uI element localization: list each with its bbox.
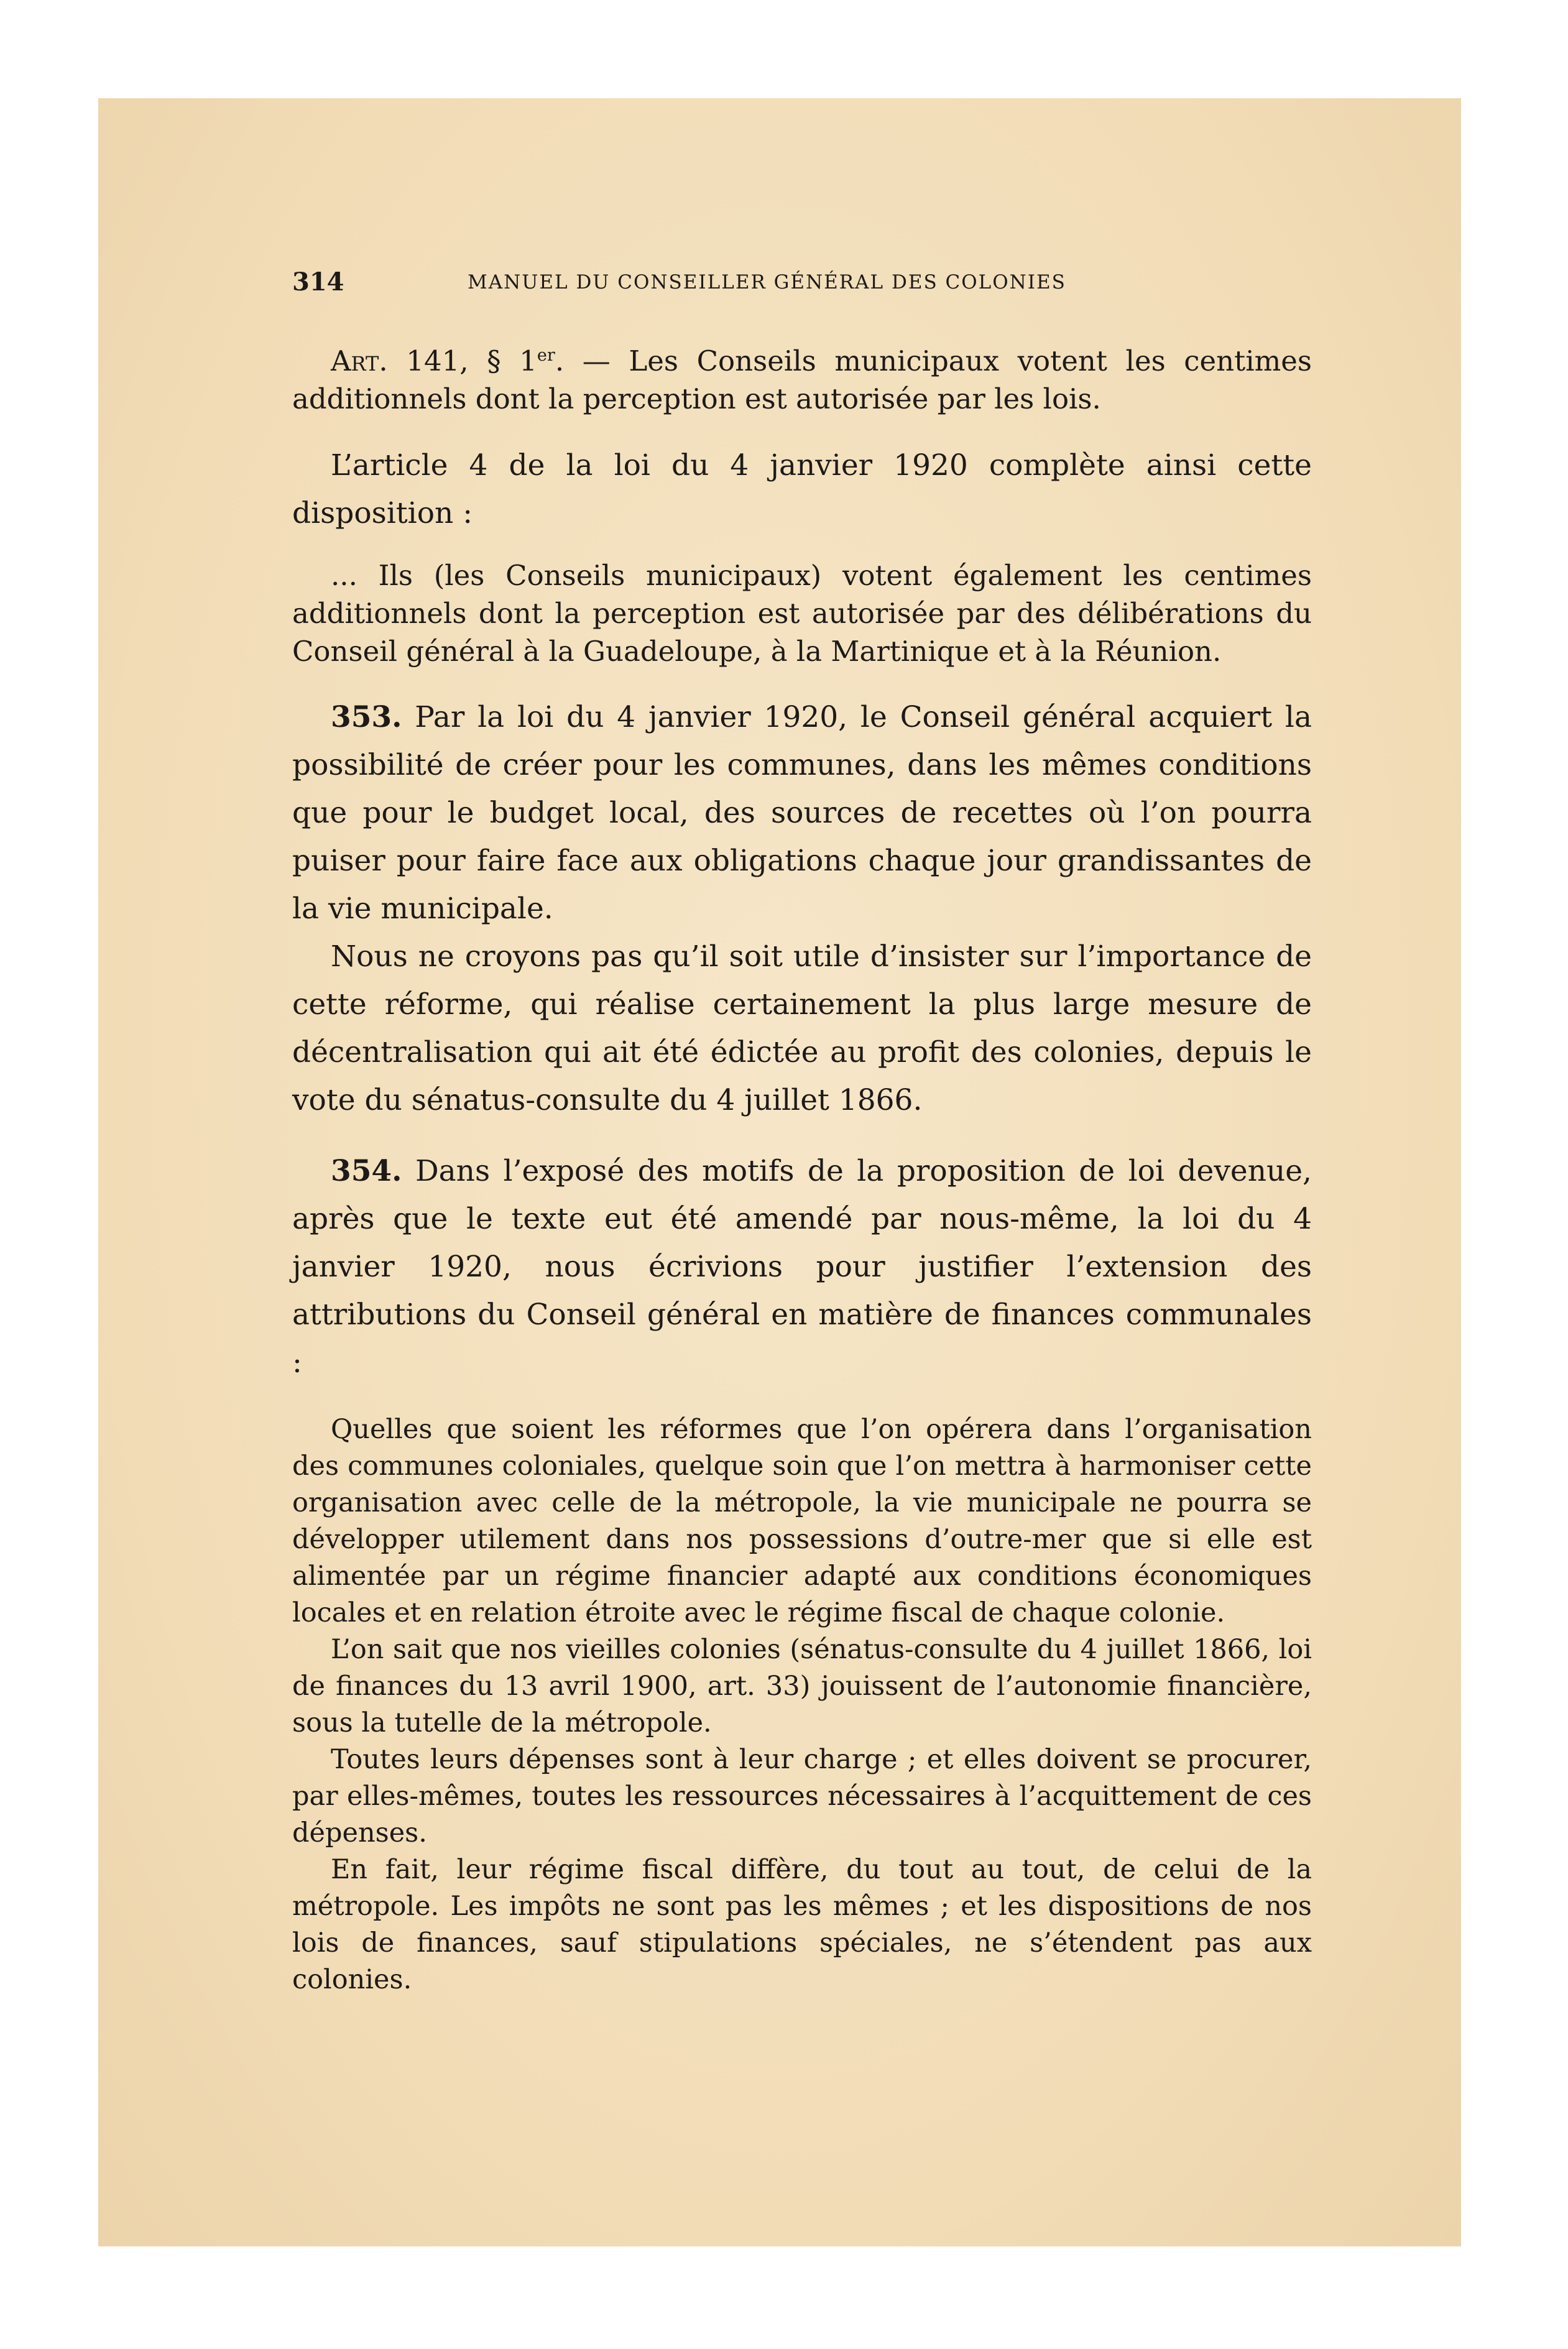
section-354-number: 354. — [331, 1154, 402, 1188]
section-354-p1 — [292, 1147, 1312, 1387]
article-4-intro — [292, 441, 1312, 537]
article-4-paragraph: L’article 4 de la loi du 4 janvier 1920 complète ainsi cette disposition : — [292, 448, 1312, 530]
running-title: MANUEL DU CONSEILLER GÉNÉRAL DES COLONIES — [468, 271, 1066, 293]
quoted-memorandum — [292, 1411, 1312, 1998]
page-header — [292, 267, 1312, 298]
section-354-p1-text: Dans l’exposé des motifs de la proposition de loi devenue, après que le texte eut été amendé par nous-même, la loi du 4 janvier 1920, nous écrivions pour justifier l’extension des attributions du Conseil général en matière de finances communales : — [292, 1154, 1312, 1380]
quote-paragraph-1: Quelles que soient les réformes que l’on opérera dans l’organisation des communes coloniales, quelque soin que l’on mettra à harmoniser cette organisation avec celle de la métropole, la vie municipale ne pourra se développer utilement dans nos possessions d’outre-mer que si elle est alimentée par un régime financier adapté aux conditions économiques locales et en relation étroite avec le régime fiscal de chaque colonie. — [292, 1414, 1312, 1628]
section-353-p1-text: Par la loi du 4 janvier 1920, le Conseil général acquiert la possibilité de créer pour les communes, dans les mêmes conditions que pour le budget local, des sources de recettes où l’on pourra puiser pour faire face aux obligations chaque jour grandissantes de la vie municipale. — [292, 700, 1312, 926]
article-141-sup: er — [537, 346, 555, 365]
quote-paragraph-4: En fait, leur régime fiscal diffère, du tout au tout, de celui de la métropole. Les impôts ne sont pas les mêmes ; et les dispositions de nos lois de finances, sauf stipulations spéciales, ne s’étendent pas aux colonies. — [292, 1854, 1312, 1995]
article-141-lead: Art. 141, § 1 — [331, 344, 537, 377]
article-141 — [292, 342, 1312, 418]
ils-quote — [292, 556, 1312, 670]
article-141-paragraph — [292, 342, 1312, 418]
page-number: 314 — [292, 267, 344, 297]
quote-paragraph-3: Toutes leurs dépenses sont à leur charge ; et elles doivent se procurer, par elles-mêmes, toutes les ressources nécessaires à l’acquittement de ces dépenses. — [292, 1744, 1312, 1848]
section-354 — [292, 1147, 1312, 1387]
section-353-number: 353. — [331, 700, 402, 734]
section-353 — [292, 693, 1312, 1124]
ils-paragraph: ... Ils (les Conseils municipaux) votent également les centimes additionnels dont la perception est autorisée par des délibérations du Conseil général à la Guadeloupe, à la Martinique et à la Réunion. — [292, 559, 1312, 668]
article-141-text: . — Les Conseils municipaux votent les centimes additionnels dont la perception est autorisée par les lois. — [292, 344, 1312, 415]
section-353-p2: Nous ne croyons pas qu’il soit utile d’insister sur l’importance de cette réforme, qui réalise certainement la plus large mesure de décentralisation qui ait été édictée au profit des colonies, depuis le vote du sénatus-consulte du 4 juillet 1866. — [292, 939, 1312, 1117]
quote-paragraph-2: L’on sait que nos vieilles colonies (sénatus-consulte du 4 juillet 1866, loi de finances du 13 avril 1900, art. 33) jouissent de l’autonomie financière, sous la tutelle de la métropole. — [292, 1634, 1312, 1738]
section-353-p1 — [292, 693, 1312, 933]
